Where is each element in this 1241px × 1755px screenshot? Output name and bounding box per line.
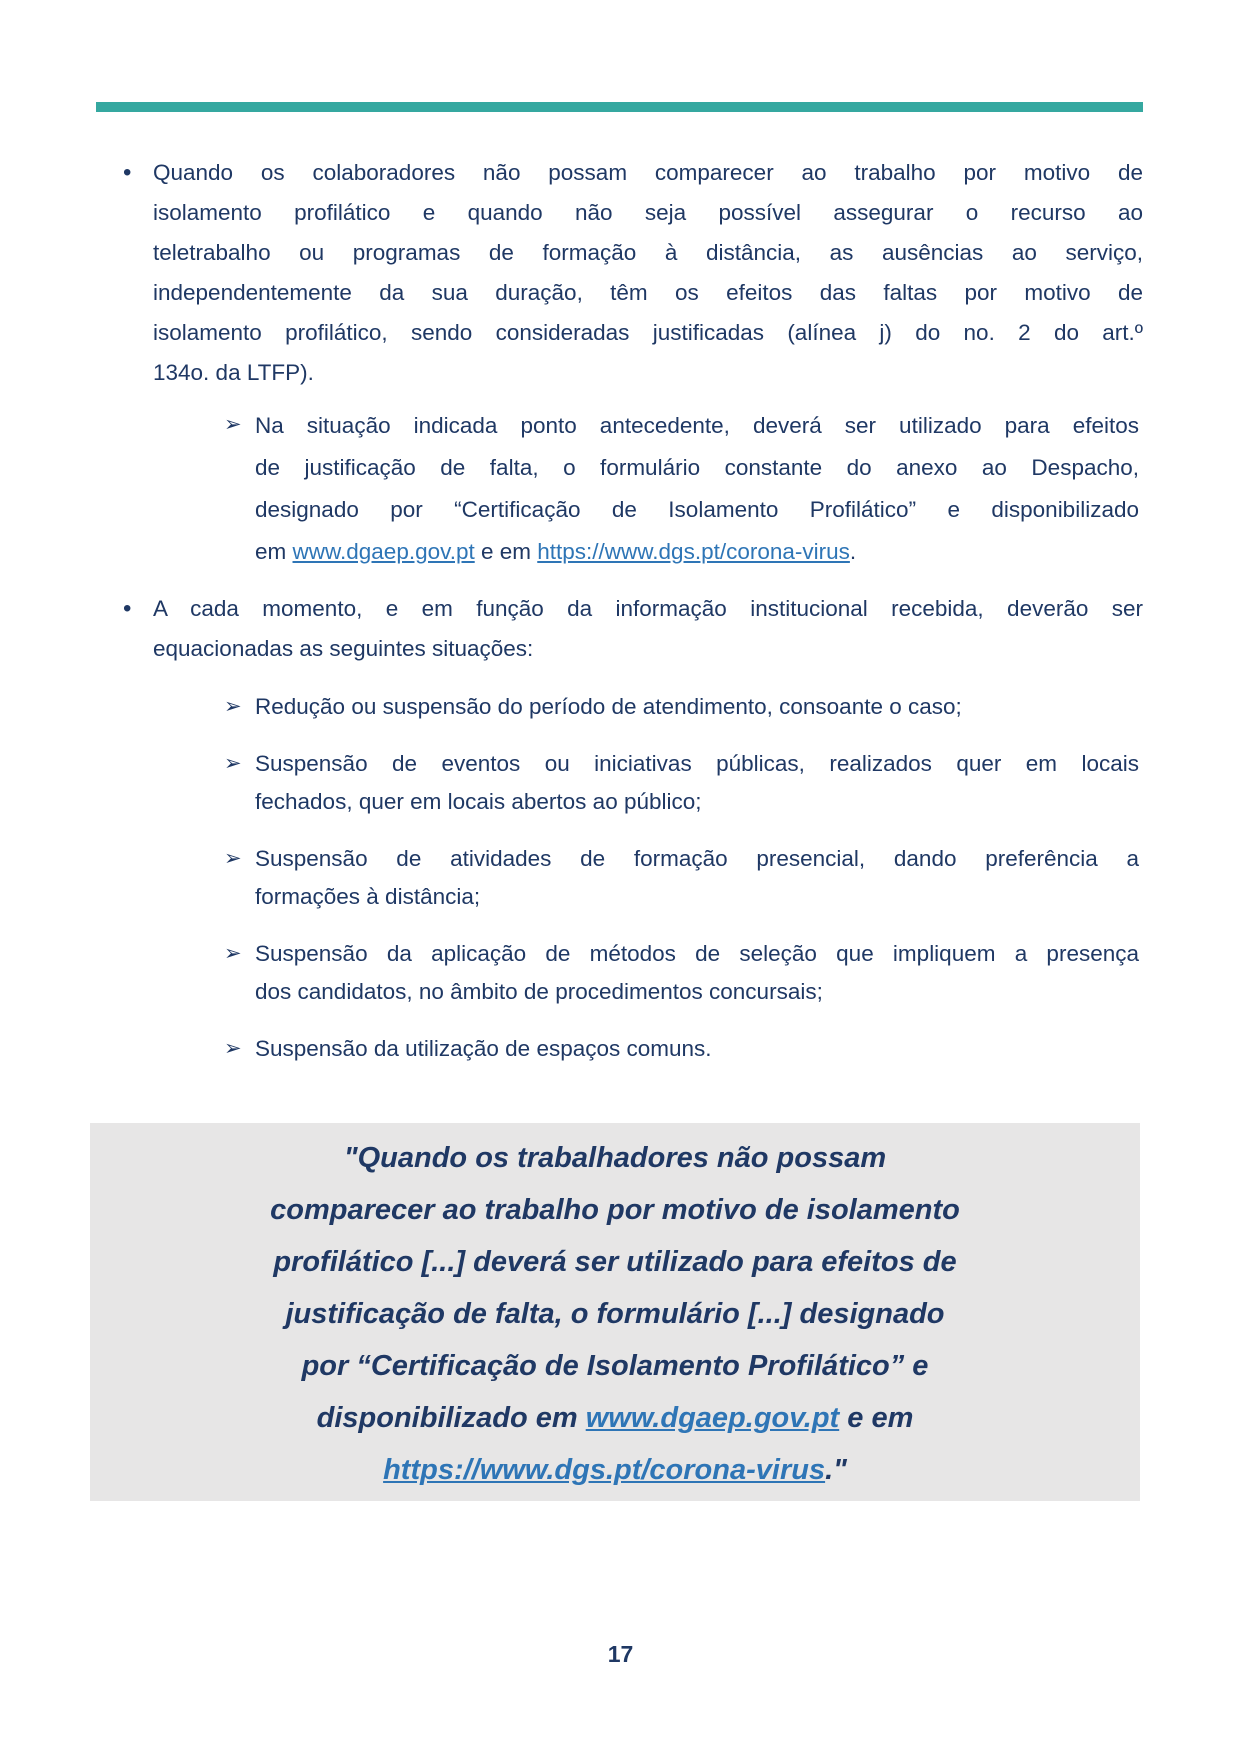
- text-line: formações à distância;: [255, 884, 481, 909]
- page-number: 17: [607, 1641, 634, 1667]
- quote-line-with-link: [90, 1392, 1140, 1444]
- arrow-item-text: [255, 935, 1139, 1011]
- text-line: 134o. da LTFP).: [153, 360, 314, 385]
- dgs-corona-link[interactable]: https://www.dgs.pt/corona-virus: [537, 539, 850, 564]
- text-line-with-links: [255, 531, 1139, 573]
- arrow-item-reducao: [96, 688, 1143, 726]
- arrow-icon: ➢: [224, 695, 242, 718]
- text-line: teletrabalho ou programas de formação à distância, as ausências ao serviço,: [153, 240, 1143, 265]
- arrow-item-text: [255, 1030, 1139, 1068]
- top-accent-bar: [96, 102, 1143, 112]
- text-line: isolamento profilático, sendo consideradas justificadas (alínea j) do no. 2 do art.º: [153, 320, 1143, 345]
- quote-line: "Quando os trabalhadores não possam: [343, 1142, 887, 1174]
- text-line: Quando os colaboradores não possam comparecer ao trabalho por motivo de: [153, 160, 1143, 185]
- arrow-item-formacao: [96, 840, 1143, 916]
- quote-line-with-link: [90, 1444, 1140, 1496]
- arrow-icon: ➢: [224, 1037, 242, 1060]
- text-line: Suspensão de eventos ou iniciativas públicas, realizados quer em locais: [255, 751, 1139, 776]
- arrow-item-text: [255, 840, 1139, 916]
- text-line: A cada momento, e em função da informação institucional recebida, deverão ser: [153, 596, 1143, 621]
- bullet-item-isolamento: [96, 153, 1143, 393]
- bullet-icon: •: [123, 159, 132, 186]
- bullet-item-text: [153, 589, 1143, 669]
- arrow-item-justificacao: [96, 405, 1143, 573]
- arrow-item-text: [255, 745, 1139, 821]
- text-line: Suspensão de atividades de formação presencial, dando preferência a: [255, 846, 1139, 871]
- arrow-item-text: [255, 405, 1139, 573]
- arrow-item-espacos: [96, 1030, 1143, 1068]
- arrow-item-eventos: [96, 745, 1143, 821]
- quote-line: profilático [...] deverá ser utilizado para efeitos de: [273, 1246, 957, 1278]
- text-line: de justificação de falta, o formulário constante do anexo ao Despacho,: [255, 455, 1139, 480]
- bullet-item-text: [153, 153, 1143, 393]
- arrow-icon: ➢: [224, 942, 242, 965]
- text-line: Na situação indicada ponto antecedente, deverá ser utilizado para efeitos: [255, 413, 1139, 438]
- arrow-icon: ➢: [224, 413, 242, 436]
- text-line: independentemente da sua duração, têm os efeitos das faltas por motivo de: [153, 280, 1143, 305]
- link-suffix-text: .: [849, 539, 857, 564]
- quote-closing-text: .": [825, 1454, 847, 1486]
- dgaep-link-quote[interactable]: www.dgaep.gov.pt: [585, 1402, 840, 1434]
- text-line: fechados, quer em locais abertos ao público;: [255, 789, 702, 814]
- page-content: [96, 153, 1143, 1068]
- quote-line: comparecer ao trabalho por motivo de isolamento: [270, 1194, 960, 1226]
- text-line: designado por “Certificação de Isolamento Profilático” e disponibilizado: [255, 497, 1139, 522]
- text-line: Suspensão da utilização de espaços comuns.: [255, 1036, 712, 1061]
- quote-link-prefix: disponibilizado em: [316, 1402, 586, 1434]
- arrow-icon: ➢: [224, 847, 242, 870]
- text-line: dos candidatos, no âmbito de procedimentos concursais;: [255, 979, 823, 1004]
- text-line: isolamento profilático e quando não seja possível assegurar o recurso ao: [153, 200, 1143, 225]
- quote-line: por “Certificação de Isolamento Profilático” e: [301, 1350, 929, 1382]
- text-line: Suspensão da aplicação de métodos de seleção que impliquem a presença: [255, 941, 1139, 966]
- arrow-item-text: [255, 688, 1139, 726]
- quote-box: [90, 1123, 1140, 1501]
- dgs-corona-link-quote[interactable]: https://www.dgs.pt/corona-virus: [383, 1454, 826, 1486]
- arrow-icon: ➢: [224, 752, 242, 775]
- quote-link-suffix: e em: [839, 1402, 914, 1434]
- link-middle-text: e em: [474, 539, 538, 564]
- quote-line: justificação de falta, o formulário [...] designado: [285, 1298, 945, 1330]
- bullet-icon: •: [123, 595, 132, 622]
- text-line: Redução ou suspensão do período de atendimento, consoante o caso;: [255, 694, 962, 719]
- dgaep-link[interactable]: www.dgaep.gov.pt: [292, 539, 475, 564]
- arrow-item-selecao: [96, 935, 1143, 1011]
- text-line: equacionadas as seguintes situações:: [153, 636, 534, 661]
- bullet-item-momento: [96, 589, 1143, 669]
- link-prefix-text: em: [255, 539, 293, 564]
- quote-text: [90, 1123, 1140, 1496]
